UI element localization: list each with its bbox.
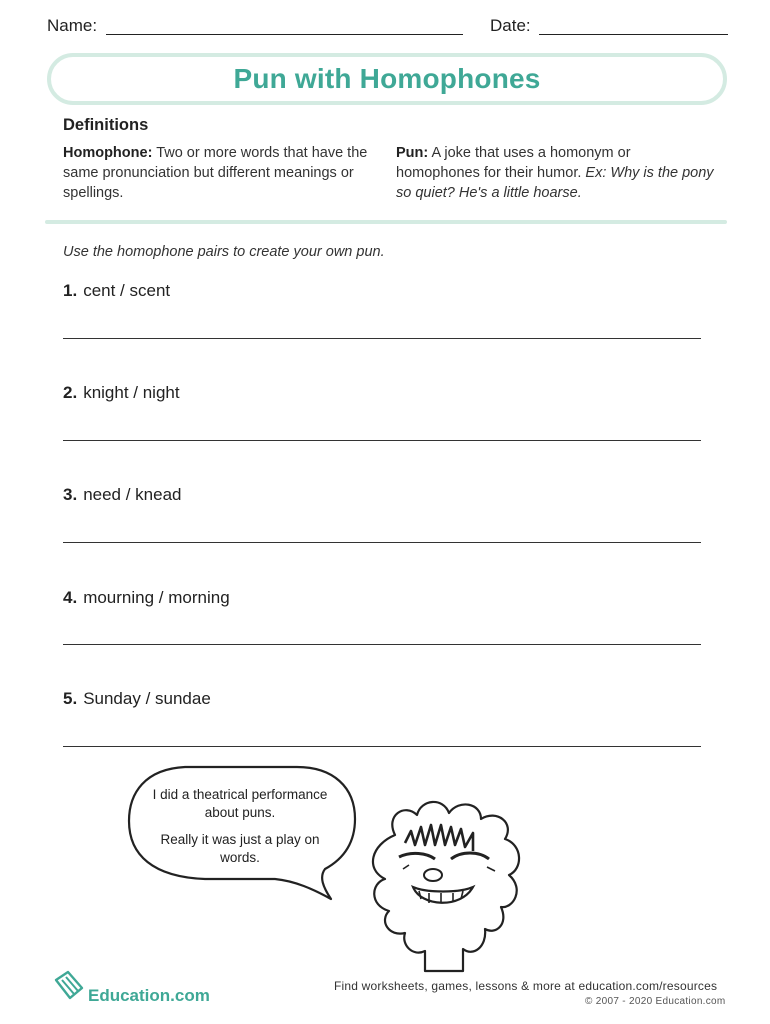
list-item bbox=[63, 383, 180, 403]
name-label: Name: bbox=[47, 16, 98, 35]
answer-line-1[interactable] bbox=[63, 338, 701, 339]
answer-line-3[interactable] bbox=[63, 542, 701, 543]
list-item bbox=[63, 689, 211, 709]
homophone-term: Homophone: bbox=[63, 145, 153, 161]
instructions: Use the homophone pairs to create your own pun. bbox=[63, 244, 385, 260]
footer-copyright: © 2007 - 2020 Education.com bbox=[585, 996, 726, 1007]
answer-line-2[interactable] bbox=[63, 440, 701, 441]
definitions-heading: Definitions bbox=[63, 116, 149, 134]
education-logo-icon bbox=[52, 968, 86, 1002]
item-pair: knight / night bbox=[83, 383, 180, 402]
list-item bbox=[63, 485, 182, 505]
item-pair: cent / scent bbox=[83, 281, 171, 300]
pun-text: A joke that uses a homonym or homophones for their humor. bbox=[396, 145, 631, 181]
footer-tagline[interactable]: Find worksheets, games, lessons & more at education.com/resources bbox=[334, 979, 718, 993]
pun-term: Pun: bbox=[396, 145, 429, 161]
page-title: Pun with Homophones bbox=[233, 63, 541, 94]
homophone-definition bbox=[63, 143, 375, 203]
item-number: 5. bbox=[63, 689, 78, 708]
list-item bbox=[63, 588, 230, 608]
answer-line-4[interactable] bbox=[63, 644, 701, 645]
education-logo-text[interactable]: Education.com bbox=[88, 986, 210, 1005]
item-number: 1. bbox=[63, 281, 78, 300]
title-banner bbox=[47, 53, 727, 105]
section-divider bbox=[45, 220, 727, 224]
item-pair: need / knead bbox=[83, 485, 182, 504]
pun-definition bbox=[396, 143, 716, 203]
item-number: 2. bbox=[63, 383, 78, 402]
item-pair: Sunday / sundae bbox=[83, 689, 211, 708]
pun-example: Ex: Why is the pony so quiet? He's a little hoarse. bbox=[396, 165, 714, 201]
homophone-text: Two or more words that have the same pronunciation but different meanings or spellings. bbox=[63, 145, 368, 201]
date-field[interactable] bbox=[539, 34, 728, 35]
date-label: Date: bbox=[490, 16, 531, 35]
monster-illustration bbox=[355, 795, 535, 975]
bubble-line-2: Really it was just a play on words. bbox=[160, 832, 320, 865]
item-number: 4. bbox=[63, 588, 78, 607]
list-item bbox=[63, 281, 170, 301]
item-pair: mourning / morning bbox=[83, 588, 230, 607]
answer-line-5[interactable] bbox=[63, 746, 701, 747]
name-field[interactable] bbox=[106, 34, 463, 35]
item-number: 3. bbox=[63, 485, 78, 504]
bubble-line-1: I did a theatrical performance about puns. bbox=[152, 787, 328, 820]
